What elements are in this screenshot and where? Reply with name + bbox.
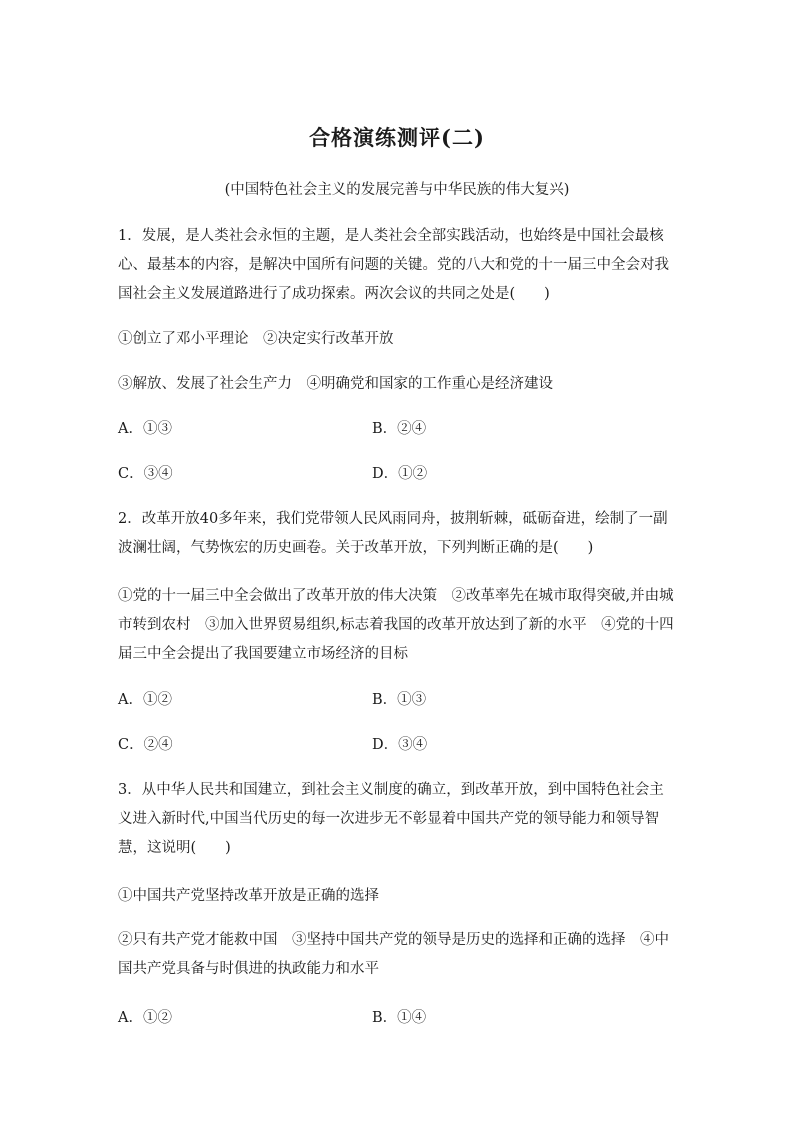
- question-2-stem: 2．改革开放40多年来，我们党带领人民风雨同舟，披荆斩棘，砥砺奋进，绘制了一副波澜壮阔，气势恢宏的历史画卷。关于改革开放，下列判断正确的是( ): [118, 511, 668, 556]
- question-1-option-b: B．②④: [372, 421, 427, 437]
- question-2-option-d: D．③④: [372, 737, 428, 753]
- question-2-option-a: A．①②: [118, 692, 172, 708]
- question-1-option-a: A．①③: [118, 421, 172, 437]
- question-3-stem: 3．从中华人民共和国建立，到社会主义制度的确立，到改革开放，到中国特色社会主义进入新时代,中国当代历史的每一次进步无不彰显着中国共产党的领导能力和领导智慧，这说明( ): [118, 782, 664, 856]
- question-1-option-c: C．③④: [118, 466, 173, 482]
- question-2-option-b: B．①③: [372, 692, 427, 708]
- question-1-item-1: ①创立了邓小平理论 ②决定实行改革开放: [118, 331, 394, 347]
- question-3-item-2: ②只有共产党才能救中国 ③坚持中国共产党的领导是历史的选择和正确的选择 ④中国共产党具备与时俱进的执政能力和水平: [118, 932, 669, 977]
- question-1-stem: 1．发展，是人类社会永恒的主题，是人类社会全部实践活动，也始终是中国社会最核心、最基本的内容，是解决中国所有问题的关键。党的八大和党的十一届三中全会对我国社会主义发展道路进行了成功探索。两次会议的共同之处是( ): [118, 228, 669, 302]
- question-2-items: ①党的十一届三中全会做出了改革开放的伟大决策 ②改革率先在城市取得突破,并由城市转到农村 ③加入世界贸易组织,标志着我国的改革开放达到了新的水平 ④党的十四届三中全会提出了我国要建立市场经济的目标: [118, 588, 674, 662]
- question-3-option-a: A．①②: [118, 1010, 172, 1026]
- question-1-option-d: D．①②: [372, 466, 428, 482]
- question-1-item-2: ③解放、发展了社会生产力 ④明确党和国家的工作重心是经济建设: [118, 376, 553, 392]
- question-2-option-c: C．②④: [118, 737, 173, 753]
- question-3-item-1: ①中国共产党坚持改革开放是正确的选择: [118, 888, 379, 904]
- page-subtitle: (中国特色社会主义的发展完善与中华民族的伟大复兴): [224, 182, 570, 198]
- page-title: 合格演练测评(二): [309, 125, 485, 150]
- question-3-option-b: B．①④: [372, 1010, 427, 1026]
